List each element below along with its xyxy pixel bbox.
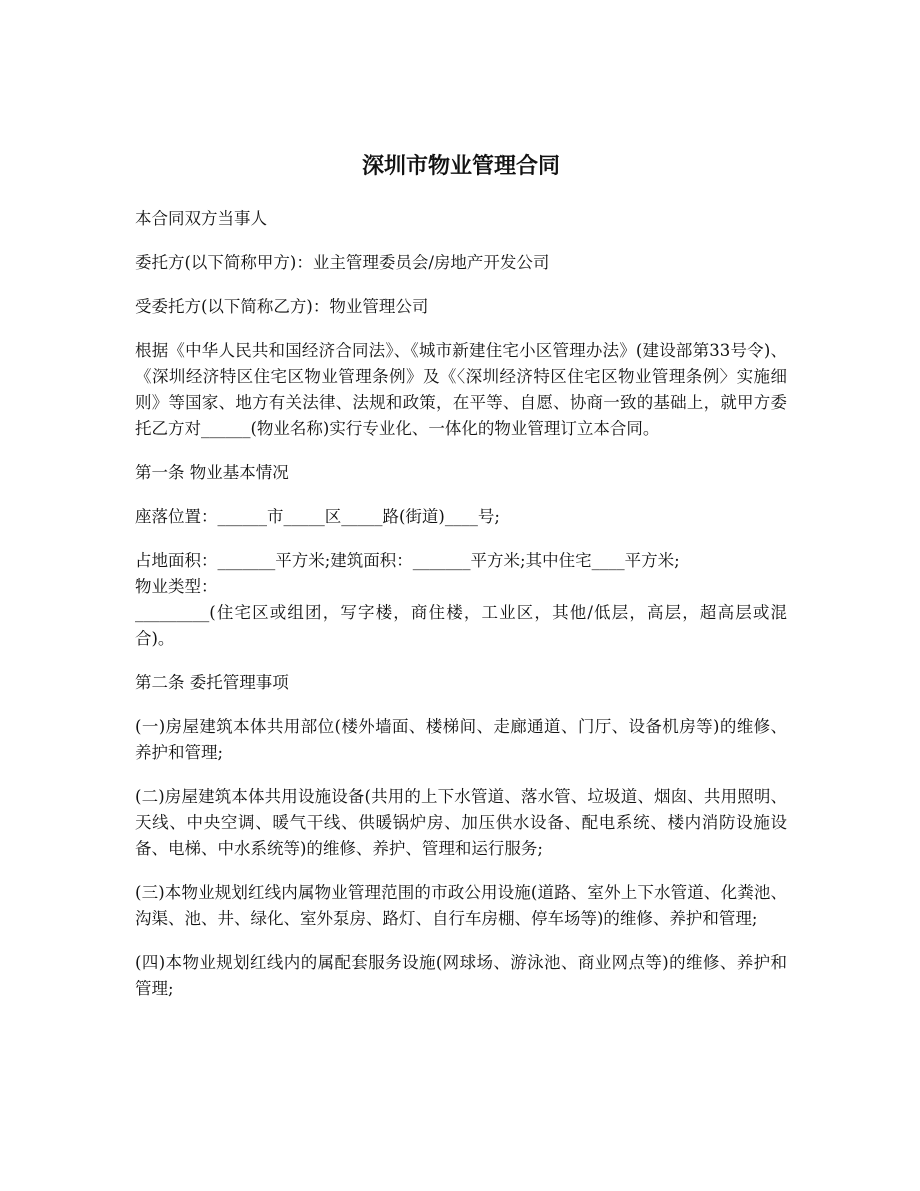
document-title: 深圳市物业管理合同	[361, 153, 560, 179]
item-1-paragraph: (一)房屋建筑本体共用部位(楼外墙面、楼梯间、走廊通道、门厅、设备机房等)的维修、养护和管理;	[135, 717, 787, 762]
article-2-heading: 第二条 委托管理事项	[135, 673, 289, 692]
item-2-paragraph: (二)房屋建筑本体共用设施设备(共用的上下水管道、落水管、垃圾道、烟囱、共用照明、天线、中央空调、暖气干线、供暖锅炉房、加压供水设备、配电系统、楼内消防设施设备、电梯、中水系统等)的维修、养护、管理和运行服务;	[135, 787, 787, 858]
party-a-line: 委托方(以下简称甲方)：业主管理委员会/房地产开发公司	[135, 253, 550, 272]
property-type-label: 物业类型：	[135, 577, 218, 596]
property-type-line: _________(住宅区或组团，写字楼，商住楼，工业区，其他/低层，高层，超高层或混合)。	[135, 603, 787, 648]
preamble-paragraph: 根据《中华人民共和国经济合同法》、《城市新建住宅小区管理办法》(建设部第33号令)、《深圳经济特区住宅区物业管理条例》及《〈深圳经济特区住宅区物业管理条例〉实施细则》等国家、地方有关法律、法规和政策，在平等、自愿、协商一致的基础上，就甲方委托乙方对______(物业名称)实行专业化、一体化的物业管理订立本合同。	[135, 341, 787, 438]
parties-heading: 本合同双方当事人	[135, 209, 267, 228]
item-4-paragraph: (四)本物业规划红线内的属配套服务设施(网球场、游泳池、商业网点等)的维修、养护和管理;	[135, 953, 787, 998]
item-3-paragraph: (三)本物业规划红线内属物业管理范围的市政公用设施(道路、室外上下水管道、化粪池、沟渠、池、井、绿化、室外泵房、路灯、自行车房棚、停车场等)的维修、养护和管理;	[135, 883, 787, 928]
article-1-heading: 第一条 物业基本情况	[135, 463, 289, 482]
area-line: 占地面积：_______平方米;建筑面积：_______平方米;其中住宅____平方米;	[135, 551, 680, 570]
party-b-line: 受委托方(以下简称乙方)：物业管理公司	[135, 297, 429, 316]
location-line: 座落位置：______市_____区_____路(街道)____号;	[135, 507, 500, 526]
